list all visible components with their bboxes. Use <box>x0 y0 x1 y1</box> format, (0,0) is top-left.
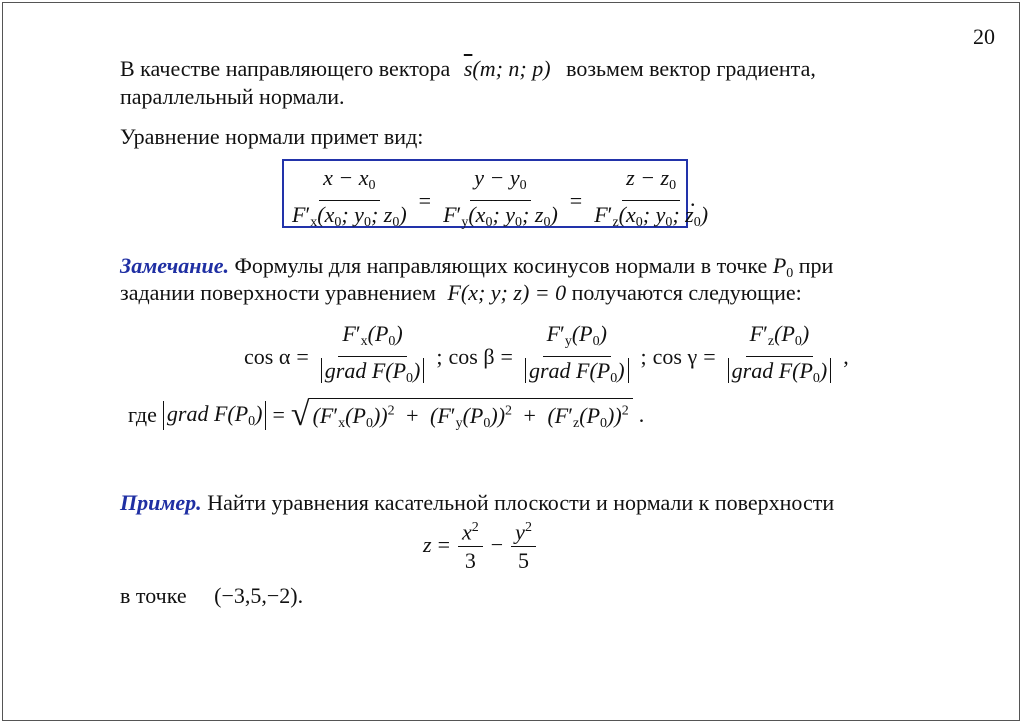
cosines-formula: cos α = $\frac{F'_x(P_0)}{grad F(P_0)}$ ; cos β = $\frac{F'_y(P_0)}{grad F(P_0)}$ ; cos γ = $\frac{F'_z(P_0)}{grad F(P_0)}$ , <box>244 322 855 391</box>
remark-text-1: Формулы для направляющих косинусов нормали в точке <box>234 253 768 278</box>
point-label: в точке <box>120 583 187 608</box>
remark-text-2-end: получаются следующие: <box>571 280 802 305</box>
frac-y: $\frac{y - y_0}{F'_y(x_0; y_0; z_0)}$ <box>443 165 558 230</box>
frac-cos-gamma: $\frac{F'_z(P_0)}{grad F(P_0)}$ <box>724 322 836 391</box>
frac-cos-alpha: $\frac{F'_x(P_0)}{grad F(P_0)}$ <box>317 322 429 391</box>
cos-alpha: cos α <box>244 343 291 369</box>
intro-text-1: В качестве направляющего вектора <box>120 56 451 81</box>
where-label: где <box>128 402 157 427</box>
frac-x: $\frac{x - x_0}{F'_x(x_0; y_0; z_0)}$ <box>292 165 407 230</box>
remark-label: Замечание. <box>120 253 230 278</box>
remark-text-1-end: при <box>798 253 834 278</box>
vector-symbol: $\overline{s}$ <box>463 56 473 81</box>
grad-lhs: grad $F(P_0)$ <box>163 401 267 430</box>
remark-line-2 <box>120 280 802 306</box>
frac-cos-beta: $\frac{F'_y(P_0)}{grad F(P_0)}$ <box>521 322 633 391</box>
intro-line-2: параллельный нормали. <box>120 84 345 109</box>
intro-text-2: возьмем вектор градиента, <box>566 56 816 81</box>
cos-beta: cos β <box>448 343 495 369</box>
page-number: 20 <box>973 24 995 49</box>
intro-line-1 <box>120 56 816 82</box>
normal-eq-label: Уравнение нормали примет вид: <box>120 124 424 149</box>
example-label: Пример. <box>120 490 202 515</box>
frac-z: $\frac{z - z_0}{F'_z(x_0; y_0; z_0)}$ <box>594 165 709 230</box>
surface-formula: z = $\frac{x^2}{3}$ − $\frac{y^2}{5}$ <box>423 516 538 573</box>
sqrt-expression: √ $(F'_x(P_0))^2 + (F'_y(P_0))^2 + (F'_z(P_0))^2$ <box>291 398 633 432</box>
remark-point: $P_0$ <box>772 253 794 281</box>
example-text: Найти уравнения касательной плоскости и нормали к поверхности <box>207 490 835 515</box>
frac-x2-3: $\frac{x^2}{3}$ <box>458 516 483 573</box>
point-line <box>120 583 303 609</box>
grad-definition: где grad $F(P_0)$ = √ $(F'_x(P_0))^2 + (F'_y(P_0))^2 + (F'_z(P_0))^2$ . <box>128 396 645 433</box>
vector-args: (m; n; p) <box>472 56 551 81</box>
surface-equation: F(x; y; z) = 0 <box>447 280 567 305</box>
cos-gamma: cos γ <box>652 343 698 369</box>
point-coords: (−3,5,−2). <box>214 583 304 608</box>
remark-text-2: задании поверхности уравнением <box>120 280 436 305</box>
normal-eq-end: . <box>690 186 696 211</box>
normal-equation: $\frac{x - x_0}{F'_x(x_0; y_0; z_0)}$ = $\frac{y - y_0}{F'_y(x_0; y_0; z_0)}$ = $\frac{z - z_0}{F'_z(x_0; y_0; z_0)}$ <box>286 166 714 235</box>
vector-s <box>464 56 551 81</box>
example-line <box>120 490 834 516</box>
frac-y2-5: $\frac{y^2}{5}$ <box>511 516 536 573</box>
